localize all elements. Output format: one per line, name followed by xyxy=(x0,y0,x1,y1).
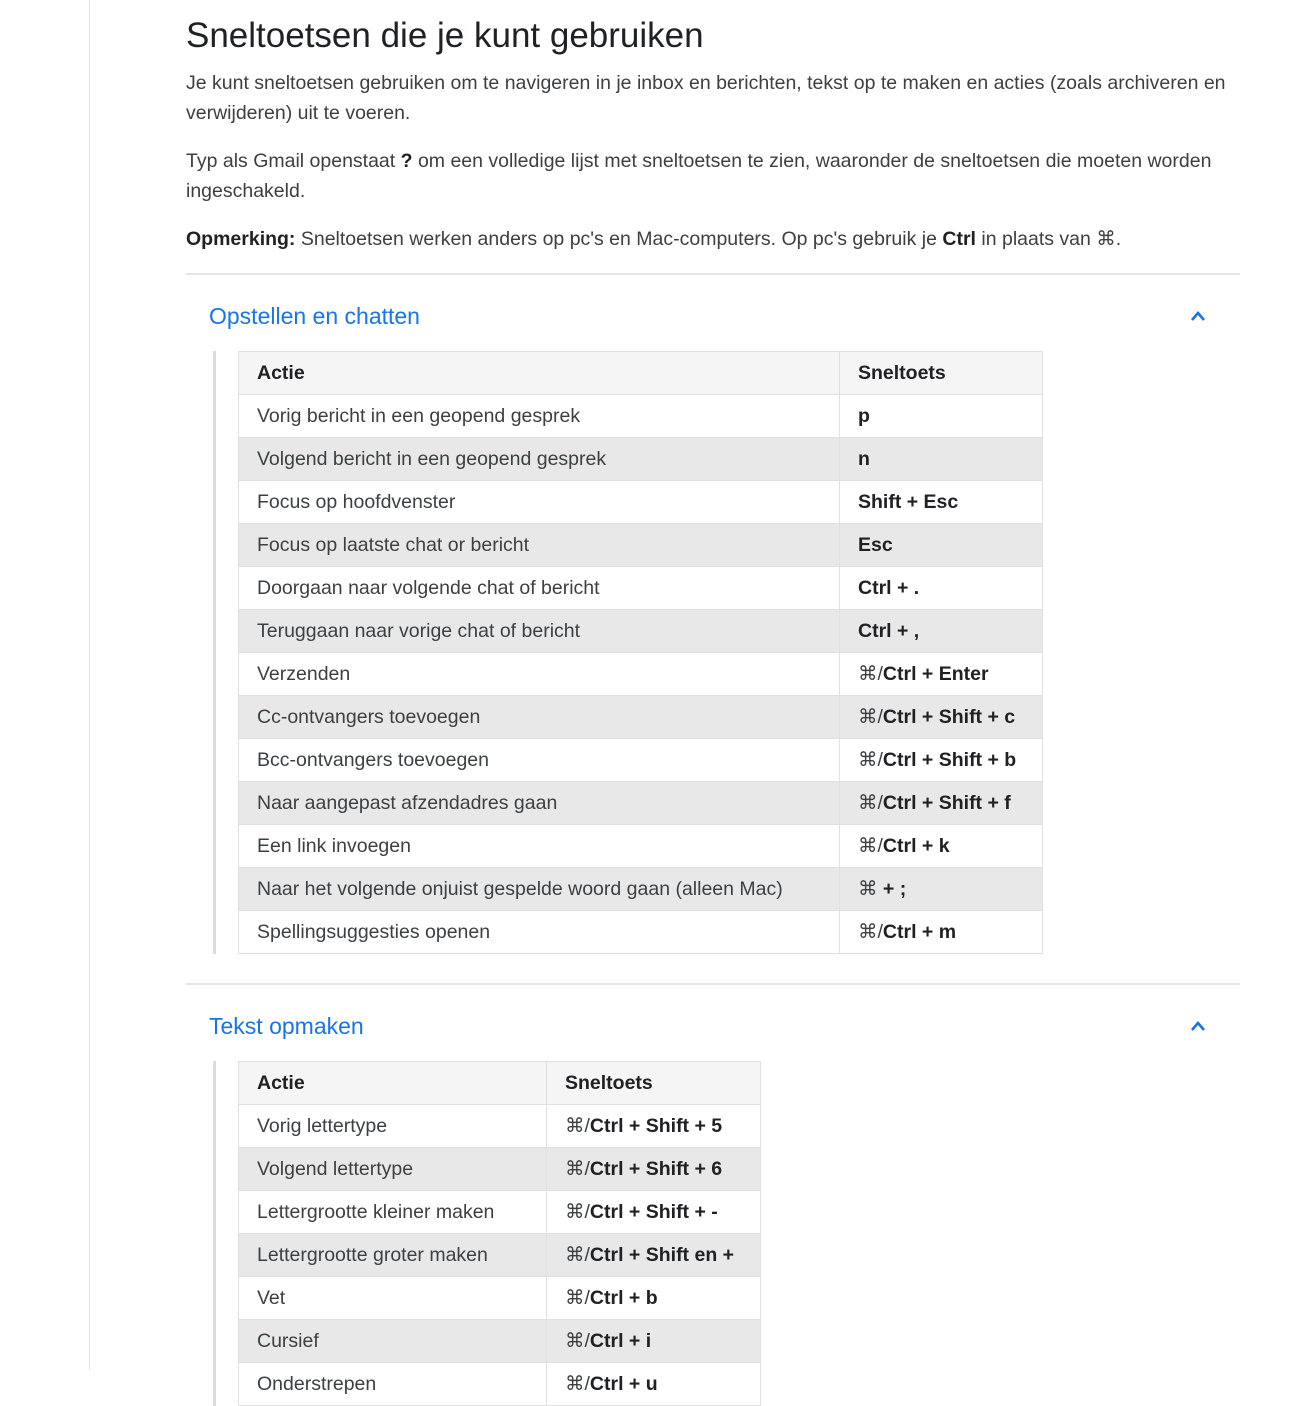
section-header[interactable] xyxy=(186,275,1240,351)
table-row xyxy=(239,911,1043,954)
shortcut-cell: ⌘/Ctrl + i xyxy=(547,1320,761,1363)
shortcut-cell: Ctrl + . xyxy=(840,567,1043,610)
shortcut-cell: ⌘/Ctrl + Shift + c xyxy=(840,696,1043,739)
question-key: ? xyxy=(400,150,413,172)
shortcut-cell: ⌘/Ctrl + m xyxy=(840,911,1043,954)
action-cell: Naar het volgende onjuist gespelde woord gaan (alleen Mac) xyxy=(239,868,840,911)
table-row xyxy=(239,1191,761,1234)
shortcut-cell: ⌘/Ctrl + Shift + - xyxy=(547,1191,761,1234)
section-title[interactable]: Opstellen en chatten xyxy=(209,303,420,329)
action-cell: Een link invoegen xyxy=(239,825,840,868)
shortcut-cell: ⌘/Ctrl + b xyxy=(547,1277,761,1320)
table-row xyxy=(239,653,1043,696)
shortcut-cell: n xyxy=(840,438,1043,481)
column-header-shortcut: Sneltoets xyxy=(840,352,1043,395)
action-cell: Vorig bericht in een geopend gesprek xyxy=(239,395,840,438)
help-paragraph: Typ als Gmail openstaat ? om een volledige lijst met sneltoetsen te zien, waaronder de sneltoetsen die moeten worden ingeschakeld. xyxy=(186,150,1212,202)
ctrl-key: Ctrl xyxy=(942,228,976,250)
shortcut-cell: ⌘/Ctrl + Shift en + xyxy=(547,1234,761,1277)
action-cell: Bcc-ontvangers toevoegen xyxy=(239,739,840,782)
table-header-row xyxy=(239,1062,761,1105)
table-row xyxy=(239,782,1043,825)
column-header-shortcut: Sneltoets xyxy=(547,1062,761,1105)
table-row xyxy=(239,395,1043,438)
shortcut-cell: Shift + Esc xyxy=(840,481,1043,524)
shortcut-cell: ⌘/Ctrl + Shift + b xyxy=(840,739,1043,782)
table-row xyxy=(239,868,1043,911)
action-cell: Vet xyxy=(239,1277,547,1320)
shortcut-cell: ⌘/Ctrl + Enter xyxy=(840,653,1043,696)
table-row xyxy=(239,825,1043,868)
shortcut-cell: p xyxy=(840,395,1043,438)
shortcut-cell: ⌘/Ctrl + Shift + 6 xyxy=(547,1148,761,1191)
action-cell: Doorgaan naar volgende chat of bericht xyxy=(239,567,840,610)
shortcut-table xyxy=(238,351,1043,954)
note-label: Opmerking: xyxy=(186,228,296,250)
intro-paragraph: Je kunt sneltoetsen gebruiken om te navigeren in je inbox en berichten, tekst op te maken en acties (zoals archiveren en verwijderen) uit te voeren. xyxy=(186,72,1226,124)
shortcut-cell: ⌘/Ctrl + Shift + 5 xyxy=(547,1105,761,1148)
shortcut-table xyxy=(238,1061,761,1406)
left-divider xyxy=(89,0,90,1370)
table-row xyxy=(239,1277,761,1320)
shortcut-cell: Ctrl + , xyxy=(840,610,1043,653)
table-row xyxy=(239,696,1043,739)
action-cell: Cc-ontvangers toevoegen xyxy=(239,696,840,739)
shortcut-cell: ⌘/Ctrl + Shift + f xyxy=(840,782,1043,825)
table-header-row xyxy=(239,352,1043,395)
section-title[interactable]: Tekst opmaken xyxy=(209,1013,364,1039)
section-body xyxy=(213,351,1240,954)
table-row xyxy=(239,610,1043,653)
action-cell: Cursief xyxy=(239,1320,547,1363)
article xyxy=(186,0,1240,1406)
shortcut-cell: ⌘/Ctrl + k xyxy=(840,825,1043,868)
action-cell: Teruggaan naar vorige chat of bericht xyxy=(239,610,840,653)
section-opstellen-en-chatten xyxy=(186,273,1240,983)
table-row xyxy=(239,1234,761,1277)
page-title: Sneltoetsen die je kunt gebruiken xyxy=(186,16,704,55)
section-tekst-opmaken xyxy=(186,983,1240,1406)
table-row xyxy=(239,1363,761,1406)
action-cell: Onderstrepen xyxy=(239,1363,547,1406)
table-row xyxy=(239,524,1043,567)
column-header-action: Actie xyxy=(239,352,840,395)
note-paragraph: Opmerking: Sneltoetsen werken anders op pc's en Mac-computers. Op pc's gebruik je Ctrl in plaats van ⌘. xyxy=(186,228,1122,250)
action-cell: Naar aangepast afzendadres gaan xyxy=(239,782,840,825)
action-cell: Lettergrootte groter maken xyxy=(239,1234,547,1277)
action-cell: Verzenden xyxy=(239,653,840,696)
section-body xyxy=(213,1061,1240,1406)
action-cell: Vorig lettertype xyxy=(239,1105,547,1148)
shortcut-cell: Esc xyxy=(840,524,1043,567)
shortcut-cell: ⌘ + ; xyxy=(840,868,1043,911)
table-row xyxy=(239,1148,761,1191)
action-cell: Lettergrootte kleiner maken xyxy=(239,1191,547,1234)
table-row xyxy=(239,481,1043,524)
section-header[interactable] xyxy=(186,985,1240,1061)
table-row xyxy=(239,739,1043,782)
action-cell: Volgend lettertype xyxy=(239,1148,547,1191)
action-cell: Spellingsuggesties openen xyxy=(239,911,840,954)
table-row xyxy=(239,1105,761,1148)
action-cell: Volgend bericht in een geopend gesprek xyxy=(239,438,840,481)
action-cell: Focus op hoofdvenster xyxy=(239,481,840,524)
column-header-action: Actie xyxy=(239,1062,547,1105)
shortcut-cell: ⌘/Ctrl + u xyxy=(547,1363,761,1406)
table-row xyxy=(239,1320,761,1363)
table-row xyxy=(239,438,1043,481)
table-row xyxy=(239,567,1043,610)
action-cell: Focus op laatste chat or bericht xyxy=(239,524,840,567)
chevron-up-icon[interactable] xyxy=(1190,1020,1206,1032)
chevron-up-icon[interactable] xyxy=(1190,310,1206,322)
